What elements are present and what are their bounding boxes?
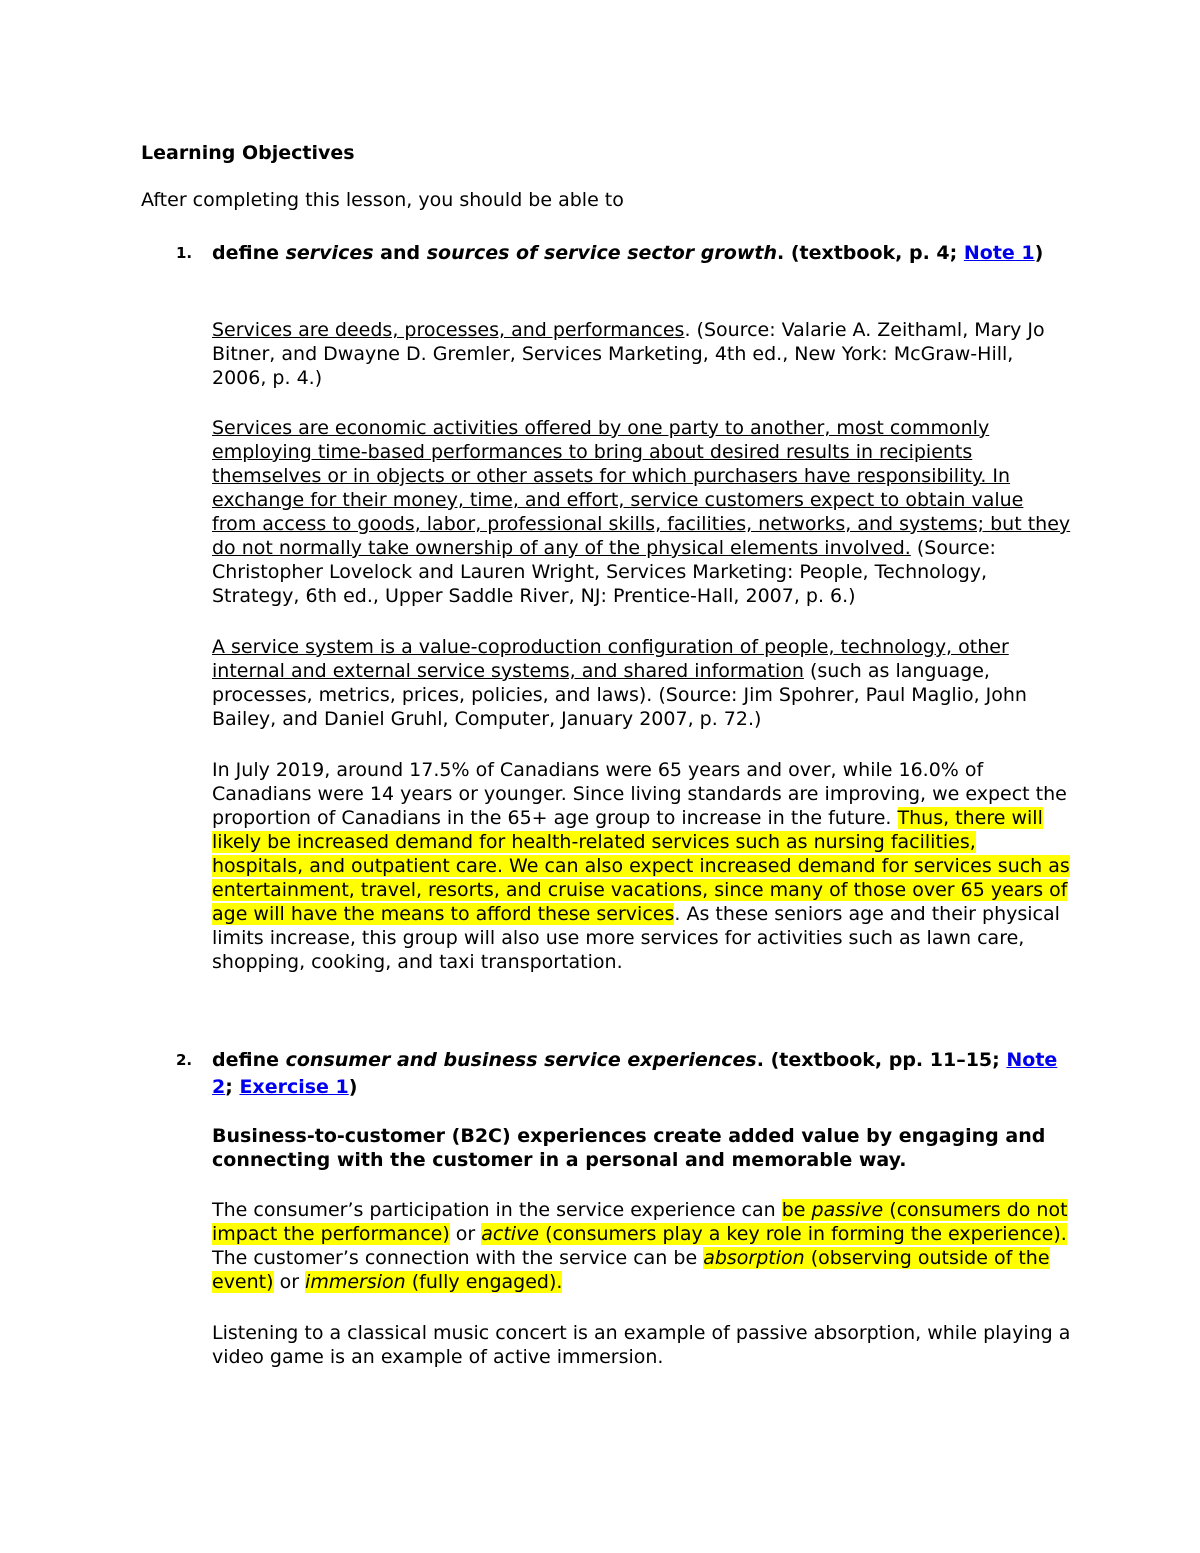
definition-paragraph-2: Services are economic activities offered by one party to another, most commonly employing time-based performances to bring about desired results in recipients themselves or in objects or other assets for which purchasers have responsibility. In exchange for their money, time, and effort, service customers expect to obtain value from access to goods, labor, professional skills, facilities, networks, and systems; but they do not normally take ownership of any of the physical elements involved. (Source: Christopher Lovelock and Lauren Wright, Services Marketing: People, Technology, Strategy, 6th ed., Upper Saddle River, NJ: Prentice-Hall, 2007, p. 6.) [212, 417, 1071, 607]
objective-1: 1. define services and sources of service sector growth. (textbook, p. 4; Note 1) [212, 240, 1072, 267]
note-1-link[interactable]: Note 1 [963, 242, 1035, 264]
note-2-link[interactable]: Note 2 [212, 1049, 1058, 1098]
page-heading: Learning Objectives [141, 142, 355, 164]
definition-paragraph-3: A service system is a value-coproduction configuration of people, technology, other internal and external service systems, and shared information (such as language, processes, metrics, prices, policies, and laws). (Source: Jim Spohrer, Paul Maglio, John Bailey, and Daniel Gruhl, Computer, January 2007, p. 72.) [212, 636, 1027, 730]
participation-paragraph: The consumer’s participation in the service experience can be passive (consumers do not impact the performance) or active (consumers play a key role in forming the experience). The customer’s connection with the service can be absorption (observing outside of the event) or immersion (fully engaged). [212, 1199, 1068, 1293]
objective-2: 2. define consumer and business service experiences. (textbook, pp. 11–15; Note 2; Exercise 1) [176, 1049, 1058, 1098]
b2c-paragraph: Business-to-customer (B2C) experiences create added value by engaging and connecting with the customer in a personal and memorable way. [212, 1125, 1046, 1171]
exercise-1-link[interactable]: Exercise 1 [239, 1076, 349, 1098]
term-experiences: consumer and business service experiences [285, 1049, 757, 1071]
example-paragraph: Listening to a classical music concert is an example of passive absorption, while playing a video game is an example of active immersion. [212, 1322, 1071, 1368]
term-growth: sources of service sector growth [426, 242, 777, 264]
definition-paragraph-1: Services are deeds, processes, and performances. (Source: Valarie A. Zeithaml, Mary Jo Bitner, and Dwayne D. Gremler, Services Marketing, 4th ed., New York: McGraw-Hill, 2006, p. 4.) [212, 319, 1045, 389]
highlighted-text: Thus, there will likely be increased demand for health-related services such as nursing facilities, hospitals, and outpatient care. We can also expect increased demand for services such as entertainment, travel, resorts, and cruise vacations, since many of those over 65 years of age will have the means to afford these services [212, 807, 1070, 925]
demographics-paragraph: In July 2019, around 17.5% of Canadians were 65 years and over, while 16.0% of Canadians were 14 years or younger. Since living standards are improving, we expect the proportion of Canadians in the 65+ age group to increase in the future. Thus, there will likely be increased demand for health-related services such as nursing facilities, hospitals, and outpatient care. We can also expect increased demand for services such as entertainment, travel, resorts, and cruise vacations, since many of those over 65 years of age will have the means to afford these services. As these seniors age and their physical limits increase, this group will also use more services for activities such as lawn care, shopping, cooking, and taxi transportation. [212, 759, 1070, 973]
term-services: services [285, 242, 374, 264]
objective-number: 1. [176, 244, 193, 262]
intro-text: After completing this lesson, you should be able to [141, 189, 624, 211]
objective-number: 2. [176, 1051, 193, 1069]
